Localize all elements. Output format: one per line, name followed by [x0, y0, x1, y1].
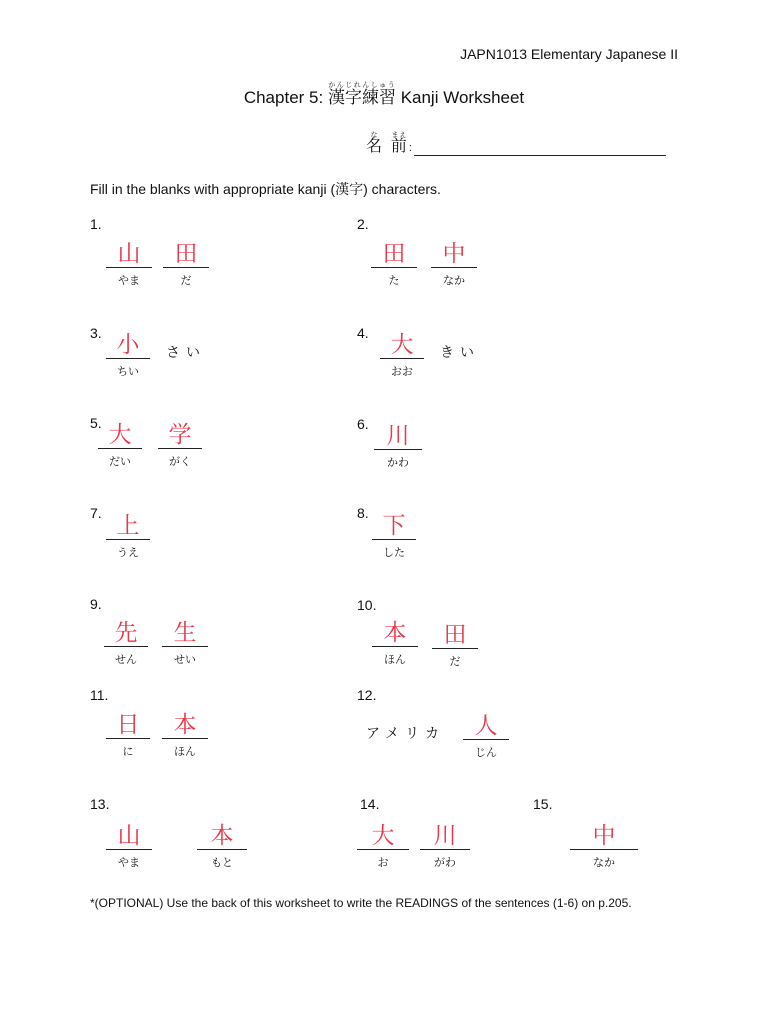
answer-blank[interactable]: [162, 712, 208, 759]
answer-kanji: 大: [390, 332, 414, 358]
reading: ほん: [384, 654, 406, 666]
answer-blank[interactable]: [374, 423, 422, 470]
reading: やま: [118, 857, 140, 869]
answer-kanji: 上: [116, 513, 140, 539]
reading: だ: [180, 275, 192, 287]
reading: お: [377, 857, 389, 869]
course-header: JAPN1013 Elementary Japanese II: [460, 46, 678, 62]
answer-kanji: 本: [173, 712, 197, 738]
reading: じん: [475, 747, 497, 759]
reading: せい: [174, 654, 196, 666]
answer-kanji: 中: [592, 823, 616, 849]
question-number: 7.: [90, 505, 102, 521]
answer-blank[interactable]: [431, 241, 477, 288]
answer-kanji: 大: [371, 823, 395, 849]
answer-kanji: 小: [116, 332, 140, 358]
answer-blank[interactable]: [420, 823, 470, 870]
answer-blank[interactable]: [197, 823, 247, 870]
reading: だ: [449, 656, 461, 668]
question-number: 15.: [533, 796, 553, 812]
answer-blank[interactable]: [380, 332, 424, 379]
answer-kanji: 川: [433, 823, 457, 849]
page-title: [0, 82, 768, 108]
reading: せん: [115, 654, 137, 666]
reading: した: [383, 547, 405, 559]
optional-footnote: *(OPTIONAL) Use the back of this worksheet to write the READINGS of the sentences (1-6) on p.205.: [90, 896, 632, 910]
question-number: 10.: [357, 597, 377, 613]
okurigana: きい: [440, 344, 480, 360]
answer-kanji: 日: [116, 712, 140, 738]
name-colon: :: [408, 142, 412, 154]
title-suffix: Kanji Worksheet: [400, 88, 525, 107]
reading: だい: [109, 456, 131, 468]
question-number: 5.: [90, 415, 102, 431]
answer-kanji: 学: [168, 422, 192, 448]
reading: もと: [211, 857, 233, 869]
name-input-line[interactable]: [414, 137, 666, 156]
answer-blank[interactable]: [162, 620, 208, 667]
answer-blank[interactable]: [372, 513, 416, 560]
question-number: 9.: [90, 596, 102, 612]
answer-blank[interactable]: [98, 422, 142, 469]
answer-kanji: 大: [108, 422, 132, 448]
reading: た: [388, 275, 400, 287]
answer-blank[interactable]: [104, 620, 148, 667]
title-kanji: 漢字練習かんじれんしゅう: [327, 82, 396, 107]
question-number: 1.: [90, 216, 102, 232]
answer-blank[interactable]: [372, 620, 418, 667]
answer-kanji: 下: [382, 513, 406, 539]
reading: がわ: [434, 857, 456, 869]
reading: うえ: [117, 547, 139, 559]
answer-kanji: 本: [383, 620, 407, 646]
answer-blank[interactable]: [163, 241, 209, 288]
title-furigana: かんじれんしゅう: [327, 82, 396, 89]
answer-blank[interactable]: [432, 622, 478, 669]
answer-blank[interactable]: [158, 422, 202, 469]
answer-kanji: 中: [442, 241, 466, 267]
answer-kanji: 先: [114, 620, 138, 646]
question-number: 2.: [357, 216, 369, 232]
question-number: 12.: [357, 687, 377, 703]
instructions: Fill in the blanks with appropriate kanji (漢字) characters.: [90, 181, 441, 197]
answer-blank[interactable]: [463, 713, 509, 760]
reading: やま: [118, 275, 140, 287]
answer-kanji: 田: [382, 241, 406, 267]
okurigana: さい: [166, 344, 206, 360]
reading: ちい: [117, 366, 139, 378]
question-number: 14.: [360, 796, 380, 812]
question-number: 11.: [90, 687, 109, 703]
question-number: 3.: [90, 325, 102, 341]
reading: おお: [391, 366, 413, 378]
reading: なか: [593, 857, 615, 869]
name-field: [366, 132, 666, 156]
answer-kanji: 山: [117, 823, 141, 849]
question-number: 6.: [357, 416, 369, 432]
question-number: 4.: [357, 325, 369, 341]
reading: に: [122, 746, 134, 758]
answer-kanji: 本: [210, 823, 234, 849]
answer-blank[interactable]: [357, 823, 409, 870]
reading: かわ: [387, 457, 409, 469]
answer-blank[interactable]: [106, 712, 150, 759]
answer-blank[interactable]: [371, 241, 417, 288]
question-number: 8.: [357, 505, 369, 521]
answer-blank[interactable]: [106, 332, 150, 379]
title-prefix: Chapter 5:: [243, 88, 324, 107]
name-label-char1: 名な: [366, 132, 383, 155]
answer-kanji: 田: [174, 241, 198, 267]
question-number: 13.: [90, 796, 110, 812]
answer-blank[interactable]: [106, 823, 152, 870]
reading: がく: [169, 456, 191, 468]
answer-kanji: 山: [117, 241, 141, 267]
answer-blank[interactable]: [570, 823, 638, 870]
reading: なか: [443, 275, 465, 287]
answer-kanji: 田: [443, 622, 467, 648]
reading: ほん: [174, 746, 196, 758]
name-label-char2: 前まえ: [390, 132, 407, 155]
answer-kanji: 生: [173, 620, 197, 646]
answer-kanji: 川: [386, 423, 410, 449]
katakana-prefix: アメリカ: [366, 725, 446, 741]
answer-kanji: 人: [474, 713, 498, 739]
answer-blank[interactable]: [106, 513, 150, 560]
answer-blank[interactable]: [106, 241, 152, 288]
